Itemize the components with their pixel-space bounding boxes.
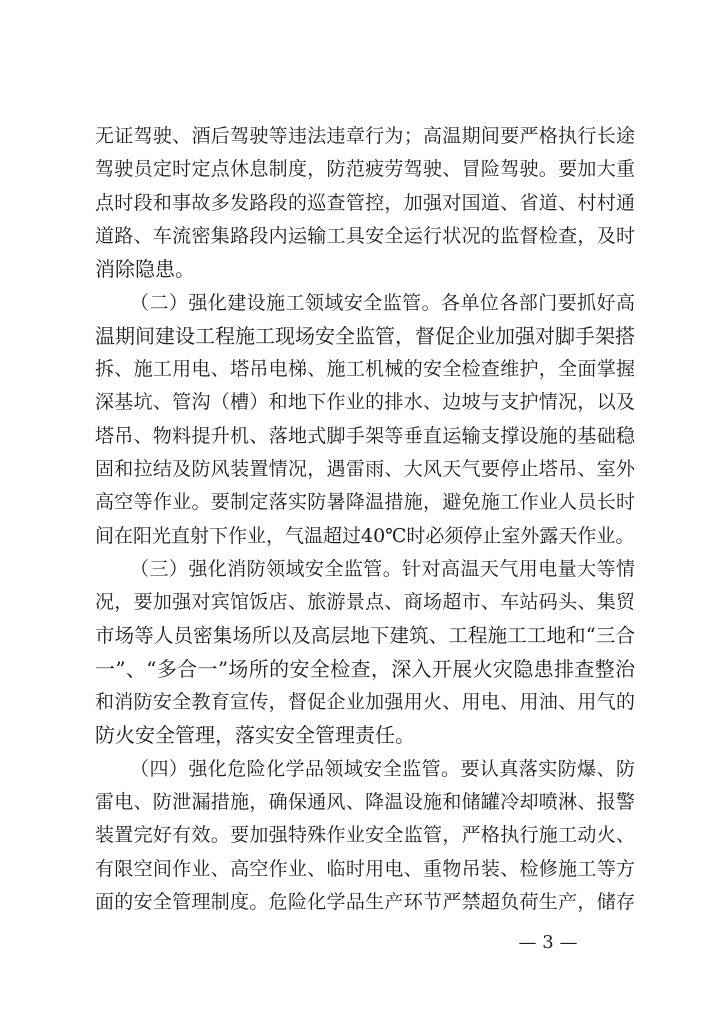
- body-text-line: 拆、施工用电、塔吊电梯、施工机械的安全检查维护，全面掌握: [95, 358, 635, 381]
- body-text-line: 防火安全管理，落实安全管理责任。: [95, 723, 415, 748]
- body-text-line: 雷电、防泄漏措施，确保通风、降温设施和储罐冷却喷淋、报警: [95, 791, 635, 814]
- body-text-line: 一”、“多合一”场所的安全检查，深入开展火灾隐患排查整治: [95, 656, 635, 681]
- section-heading-line: （二）强化建设施工领域安全监管。各单位各部门要抓好高: [130, 291, 635, 314]
- body-text-line: 温期间建设工程施工现场安全监管，督促企业加强对脚手架搭: [95, 323, 635, 348]
- body-text-line: 间在阳光直射下作业，气温超过40℃时必须停止室外露天作业。: [95, 524, 635, 547]
- body-text-line: 面的安全管理制度。危险化学品生产环节严禁超负荷生产，储存: [95, 891, 635, 913]
- body-text-line: 市场等人员密集场所以及高层地下建筑、工程施工工地和“三合: [95, 623, 635, 647]
- body-text-line: 装置完好有效。要加强特殊作业安全监管，严格执行施工动火、: [95, 824, 635, 847]
- section-heading-line: （三）强化消防领域安全监管。针对高温天气用电量大等情: [130, 557, 635, 580]
- body-text-line: 高空等作业。要制定落实防暑降温措施，避免施工作业人员长时: [95, 491, 635, 514]
- body-text-line: 深基坑、管沟（槽）和地下作业的排水、边坡与支护情况，以及: [95, 391, 635, 414]
- body-text-line: 点时段和事故多发路段的巡查管控，加强对国道、省道、村村通: [95, 191, 635, 214]
- body-text-line: 况，要加强对宾馆饭店、旅游景点、商场超市、车站码头、集贸: [95, 591, 635, 614]
- body-text-line: 塔吊、物料提升机、落地式脚手架等垂直运输支撑设施的基础稳: [95, 424, 635, 447]
- body-text-line: 消除隐患。: [95, 257, 195, 282]
- section-heading-line: （四）强化危险化学品领域安全监管。要认真落实防爆、防: [130, 757, 635, 780]
- body-text-line: 无证驾驶、酒后驾驶等违法违章行为；高温期间要严格执行长途: [95, 125, 635, 147]
- body-text-line: 和消防安全教育宣传，督促企业加强用火、用电、用油、用气的: [95, 691, 635, 714]
- body-text-line: 驾驶员定时定点休息制度，防范疲劳驾驶、冒险驾驶。要加大重: [95, 158, 635, 181]
- body-text-line: 道路、车流密集路段内运输工具安全运行状况的监督检查，及时: [95, 224, 635, 247]
- page-number: — 3 —: [518, 932, 578, 953]
- body-text-line: 有限空间作业、高空作业、临时用电、重物吊装、检修施工等方: [95, 857, 635, 880]
- body-text-line: 固和拉结及防风装置情况，遇雷雨、大风天气要停止塔吊、室外: [95, 458, 635, 481]
